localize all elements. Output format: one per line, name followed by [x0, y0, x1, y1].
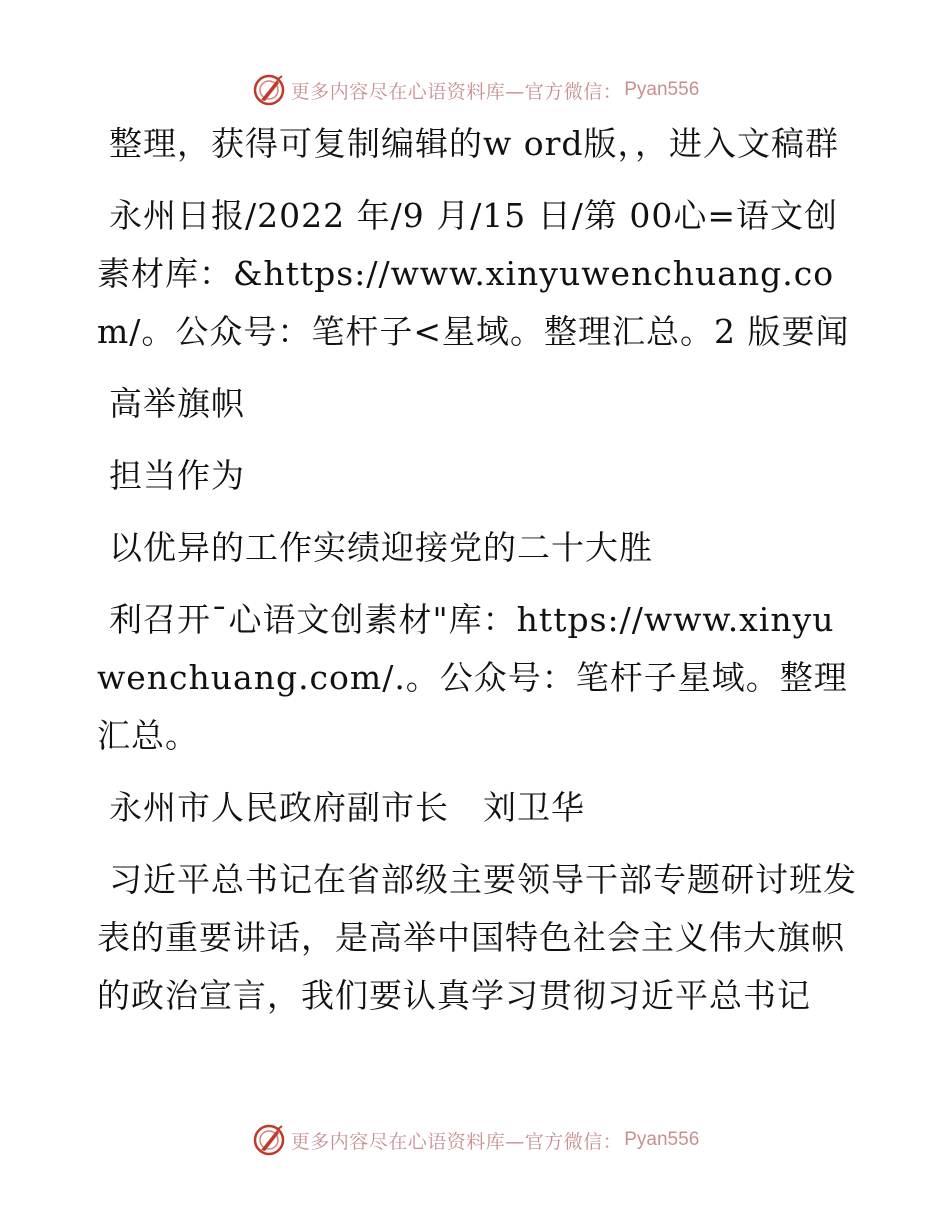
- document-body: [97, 115, 857, 1039]
- paragraph-source-2: 利召开¯心语文创素材"库：https://www.xinyuwenchuang.com/.。公众号：笔杆子星域。整理汇总。: [97, 600, 848, 755]
- quill-logo-icon: [251, 72, 287, 108]
- headline-line-1: 高举旗帜: [109, 384, 245, 423]
- author-line: 永州市人民政府副市长 刘卫华: [109, 788, 585, 827]
- watermark-wechat-id: Pyan556: [624, 79, 700, 100]
- paragraph-intro: 整理，获得可复制编辑的w ord版，，进入文稿群: [109, 124, 840, 163]
- paragraph-body: 习近平总书记在省部级主要领导干部专题研讨班发表的重要讲话，是高举中国特色社会主义伟大旗帜的政治宣言，我们要认真学习贯彻习近平总书记: [97, 860, 857, 1015]
- watermark-text: 更多内容尽在心语资料库—官方微信：: [290, 80, 623, 103]
- watermark-text: 更多内容尽在心语资料库—官方微信：: [290, 1130, 623, 1153]
- header-watermark: [0, 70, 950, 110]
- footer-watermark: [0, 1120, 950, 1160]
- watermark-wechat-id: Pyan556: [624, 1129, 700, 1150]
- headline-line-3: 以优异的工作实绩迎接党的二十大胜: [109, 528, 653, 567]
- headline-line-2: 担当作为: [109, 456, 245, 495]
- quill-logo-icon: [251, 1122, 287, 1158]
- paragraph-source: 永州日报/2022 年/9 月/15 日/第 00心=语文创素材库：&https://www.xinyuwenchuang.com/。公众号：笔杆子<星域。整理汇总。2 版要闻: [97, 196, 850, 351]
